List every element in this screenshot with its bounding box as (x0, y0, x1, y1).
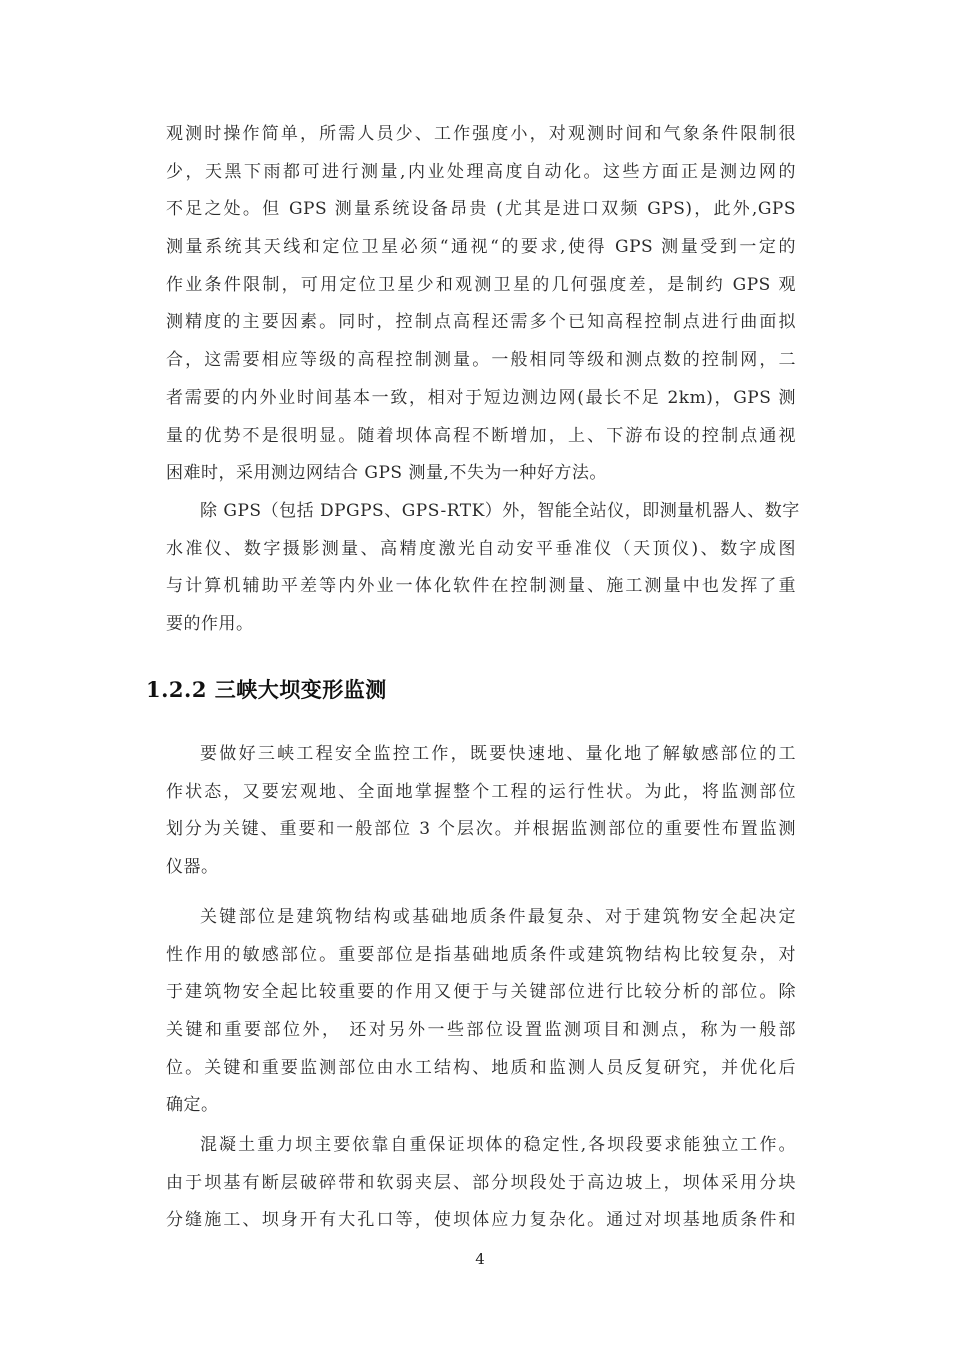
text-line: 除 GPS（包括 DPGPS、GPS-RTK）外，智能全站仪，即测量机器人、数字 (200, 501, 800, 521)
paragraph-5 (166, 1127, 796, 1240)
text-line: 量的优势不是很明显。随着坝体高程不断增加，上、下游布设的控制点通视 (166, 425, 796, 446)
paragraph-2 (166, 493, 800, 644)
paragraph-1 (166, 116, 796, 493)
paragraph-4 (166, 899, 796, 1125)
text-line: 分缝施工、坝身开有大孔口等，使坝体应力复杂化。通过对坝基地质条件和 (166, 1210, 796, 1231)
text-line: 划分为关键、重要和一般部位 3 个层次。并根据监测部位的重要性布置监测 (166, 819, 796, 840)
text-line: 确定。 (166, 1095, 219, 1116)
text-line: 由于坝基有断层破碎带和软弱夹层、部分坝段处于高边坡上，坝体采用分块 (166, 1172, 796, 1193)
text-line: 关键和重要部位外， 还对另外一些部位设置监测项目和测点，称为一般部 (166, 1020, 796, 1041)
page-number: 4 (475, 1250, 485, 1268)
text-line: 少，天黑下雨都可进行测量,内业处理高度自动化。这些方面正是测边网的 (166, 161, 796, 182)
section-heading: 1.2.2 三峡大坝变形监测 (146, 677, 387, 702)
text-line: 作业条件限制，可用定位卫星少和观测卫星的几何强度差，是制约 GPS 观 (166, 274, 796, 295)
text-line: 不足之处。但 GPS 测量系统设备昂贵 (尤其是进口双频 GPS)，此外,GPS (166, 199, 796, 220)
text-line: 混凝土重力坝主要依靠自重保证坝体的稳定性,各坝段要求能独立工作。 (200, 1135, 796, 1155)
text-line: 位。关键和重要监测部位由水工结构、地质和监测人员反复研究，并优化后 (166, 1057, 796, 1078)
text-line: 者需要的内外业时间基本一致，相对于短边测边网(最长不足 2km)，GPS 测 (166, 387, 796, 408)
text-line: 要的作用。 (166, 614, 254, 635)
text-line: 测精度的主要因素。同时，控制点高程还需多个已知高程控制点进行曲面拟 (166, 312, 796, 333)
text-line: 仪器。 (166, 857, 219, 878)
text-line: 合，这需要相应等级的高程控制测量。一般相同等级和测点数的控制网，二 (166, 350, 796, 371)
text-line: 与计算机辅助平差等内外业一体化软件在控制测量、施工测量中也发挥了重 (166, 576, 796, 597)
text-line: 要做好三峡工程安全监控工作，既要快速地、量化地了解敏感部位的工 (200, 744, 796, 764)
text-line: 水准仪、数字摄影测量、高精度激光自动安平垂准仪（天顶仪)、数字成图 (166, 538, 796, 559)
text-line: 性作用的敏感部位。重要部位是指基础地质条件或建筑物结构比较复杂，对 (166, 944, 796, 965)
text-line: 作状态，又要宏观地、全面地掌握整个工程的运行性状。为此，将监测部位 (166, 781, 796, 802)
text-line: 于建筑物安全起比较重要的作用又便于与关键部位进行比较分析的部位。除 (166, 982, 796, 1003)
text-line: 关键部位是建筑物结构或基础地质条件最复杂、对于建筑物安全起决定 (200, 907, 796, 927)
text-line: 困难时，采用测边网结合 GPS 测量,不失为一种好方法。 (166, 463, 607, 484)
text-line: 观测时操作简单，所需人员少、工作强度小，对观测时间和气象条件限制很 (166, 124, 796, 144)
paragraph-3 (166, 736, 796, 887)
text-line: 测量系统其天线和定位卫星必须“通视“的要求,使得 GPS 测量受到一定的 (166, 237, 796, 258)
